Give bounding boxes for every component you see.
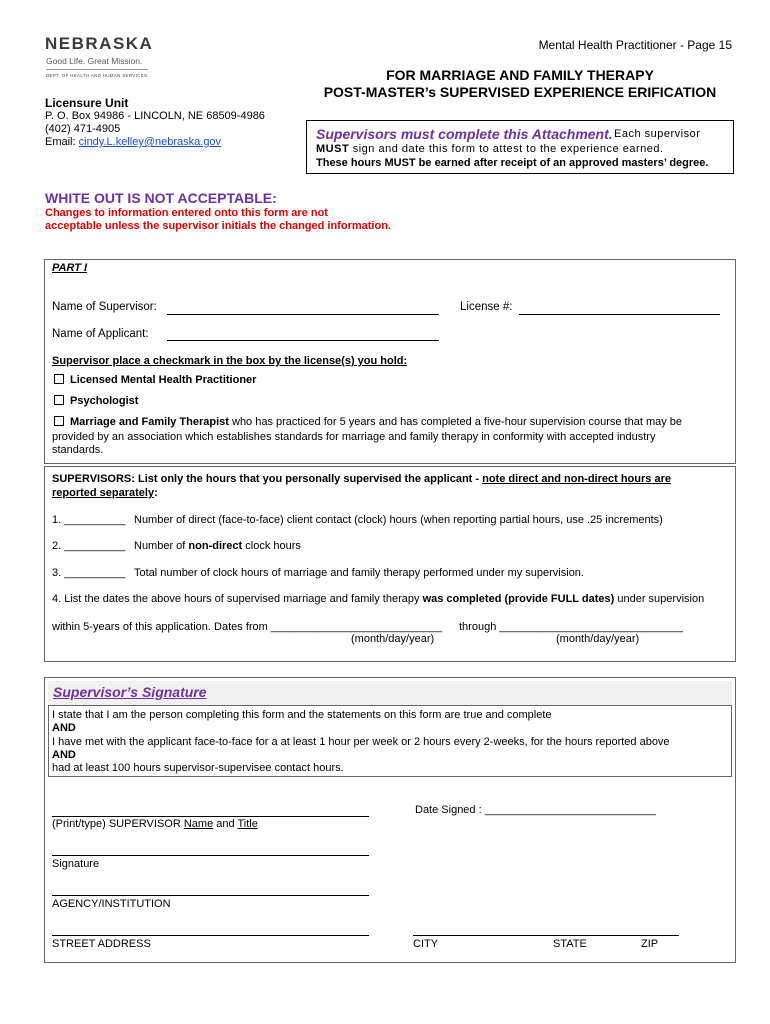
hours-intro-line2 (52, 487, 158, 499)
attestation-and1: AND (52, 722, 76, 734)
attestation-line2: I have met with the applicant face-to-face for a at least 1 hour per week or 2 hours every 2-weeks, for the hours reported above (52, 736, 670, 748)
supervisor-print-name-field[interactable] (52, 816, 369, 817)
psychologist-checkbox[interactable] (54, 395, 64, 405)
email-label: Email: (45, 136, 76, 148)
item3-text: Total number of clock hours of marriage and family therapy performed under my supervision. (134, 567, 584, 579)
mft-description-line3: standards. (52, 444, 104, 456)
psychologist-label: Psychologist (70, 395, 139, 407)
sign-text: sign and date this form to attest to the experience earned. (352, 143, 664, 155)
form-title-line1: FOR MARRIAGE AND FAMILY THERAPY (386, 67, 654, 83)
must-complete-notice: Supervisors must complete this Attachment. (316, 126, 613, 142)
email-line (45, 136, 221, 148)
hours-intro-underlined: note direct and non-direct hours are (482, 473, 671, 485)
item1-number-field[interactable]: 1. __________ (52, 514, 126, 526)
reported-separately: reported separately (52, 487, 155, 499)
print-title-word: Title (237, 818, 258, 830)
nebraska-logo: NEBRASKA (45, 34, 154, 53)
item4-bold: was completed (provide FULL dates) (422, 593, 615, 605)
mft-description: who has practiced for 5 years and has completed a five-hour supervision course that may be (232, 416, 683, 428)
lmhp-checkbox[interactable] (54, 374, 64, 384)
license-option-lmhp (54, 374, 256, 386)
lmhp-label: Licensed Mental Health Practitioner (70, 374, 257, 386)
logo-department: DEPT. OF HEALTH AND HUMAN SERVICES (46, 73, 148, 78)
mft-label: Marriage and Family Therapist (70, 416, 229, 428)
checkmark-instruction: Supervisor place a checkmark in the box by the license(s) you hold: (52, 355, 408, 367)
zip-label: ZIP (641, 938, 659, 950)
license-number-field[interactable] (519, 314, 720, 315)
date-signed-field[interactable]: Date Signed : ____________________________ (415, 804, 657, 816)
logo-divider (46, 69, 148, 70)
print-name-label (52, 818, 258, 830)
print-name-word: Name (183, 818, 214, 830)
license-option-mft (54, 416, 730, 428)
logo-tagline: Good Life. Great Mission. (46, 56, 143, 66)
agency-label: AGENCY/INSTITUTION (52, 898, 171, 910)
dates-through-field[interactable]: through ______________________________ (459, 621, 683, 633)
dates-from-field[interactable]: within 5-years of this application. Dates from ____________________________ (52, 621, 443, 633)
signature-title: Supervisor’s Signature (53, 684, 207, 700)
city-state-zip-field[interactable] (413, 935, 679, 936)
street-address-field[interactable] (52, 935, 369, 936)
applicant-name-field[interactable] (167, 340, 439, 341)
signature-field[interactable] (52, 855, 369, 856)
license-number-label: License #: (460, 301, 513, 313)
part1-heading: PART I (52, 262, 88, 274)
city-label: CITY (413, 938, 439, 950)
attestation-line1: I state that I am the person completing this form and the statements on this form are true and complete (52, 709, 552, 721)
hours-intro (52, 473, 728, 485)
warning-line1: Changes to information entered onto this form are not (45, 207, 328, 219)
email-link[interactable]: cindy.L.kelley@nebraska.gov (78, 136, 222, 148)
hours-intro-text: SUPERVISORS: List only the hours that you personally supervised the applicant - (52, 473, 480, 485)
licensure-unit-heading: Licensure Unit (45, 96, 129, 110)
item2-post: clock hours (245, 540, 301, 552)
must-word: MUST (316, 143, 350, 155)
street-address-label: STREET ADDRESS (52, 938, 151, 950)
whiteout-warning-title: WHITE OUT IS NOT ACCEPTABLE: (45, 190, 277, 206)
item1-text: Number of direct (face-to-face) client contact (clock) hours (when reporting partial hours, use .25 increments) (134, 514, 663, 526)
item4-post: under supervision (617, 593, 705, 605)
hours-intro-colon: : (154, 487, 158, 499)
date-format-through: (month/day/year) (556, 633, 640, 645)
phone-number: (402) 471-4905 (45, 123, 121, 135)
supervisor-name-field[interactable] (167, 314, 439, 315)
date-format-from: (month/day/year) (351, 633, 435, 645)
mailing-address: P. O. Box 94986 - LINCOLN, NE 68509-4986 (45, 110, 265, 122)
applicant-name-label: Name of Applicant: (52, 328, 149, 340)
item4-pre: 4. List the dates the above hours of supervised marriage and family therapy (52, 593, 420, 605)
each-supervisor-text: Each supervisor (614, 128, 701, 140)
supervisor-name-label: Name of Supervisor: (52, 301, 157, 313)
sign-instruction (316, 143, 664, 155)
agency-field[interactable] (52, 895, 369, 896)
mft-checkbox[interactable] (54, 416, 64, 426)
item2-text (134, 540, 301, 552)
item2-bold: non-direct (188, 540, 243, 552)
item2-number-field[interactable]: 2. __________ (52, 540, 126, 552)
mft-description-line2: provided by an association which establishes standards for marriage and family therapy in conformity with accepted industry (52, 431, 656, 443)
attestation-line3: had at least 100 hours supervisor-supervisee contact hours. (52, 762, 344, 774)
page-label: Mental Health Practitioner - Page 15 (538, 38, 732, 52)
hours-note: These hours MUST be earned after receipt of an approved masters’ degree. (316, 157, 709, 169)
state-label: STATE (553, 938, 587, 950)
item3-number-field[interactable]: 3. __________ (52, 567, 126, 579)
form-title-line2: POST-MASTER’s SUPERVISED EXPERIENCE ERIFICATION (323, 84, 717, 100)
print-and: and (216, 818, 235, 830)
warning-line2: acceptable unless the supervisor initials the changed information. (45, 220, 391, 232)
signature-label: Signature (52, 858, 100, 870)
license-option-psychologist (54, 395, 138, 407)
item4-text (52, 593, 732, 605)
item2-pre: Number of (134, 540, 186, 552)
print-pre: (Print/type) SUPERVISOR (52, 818, 181, 830)
attestation-and2: AND (52, 749, 76, 761)
